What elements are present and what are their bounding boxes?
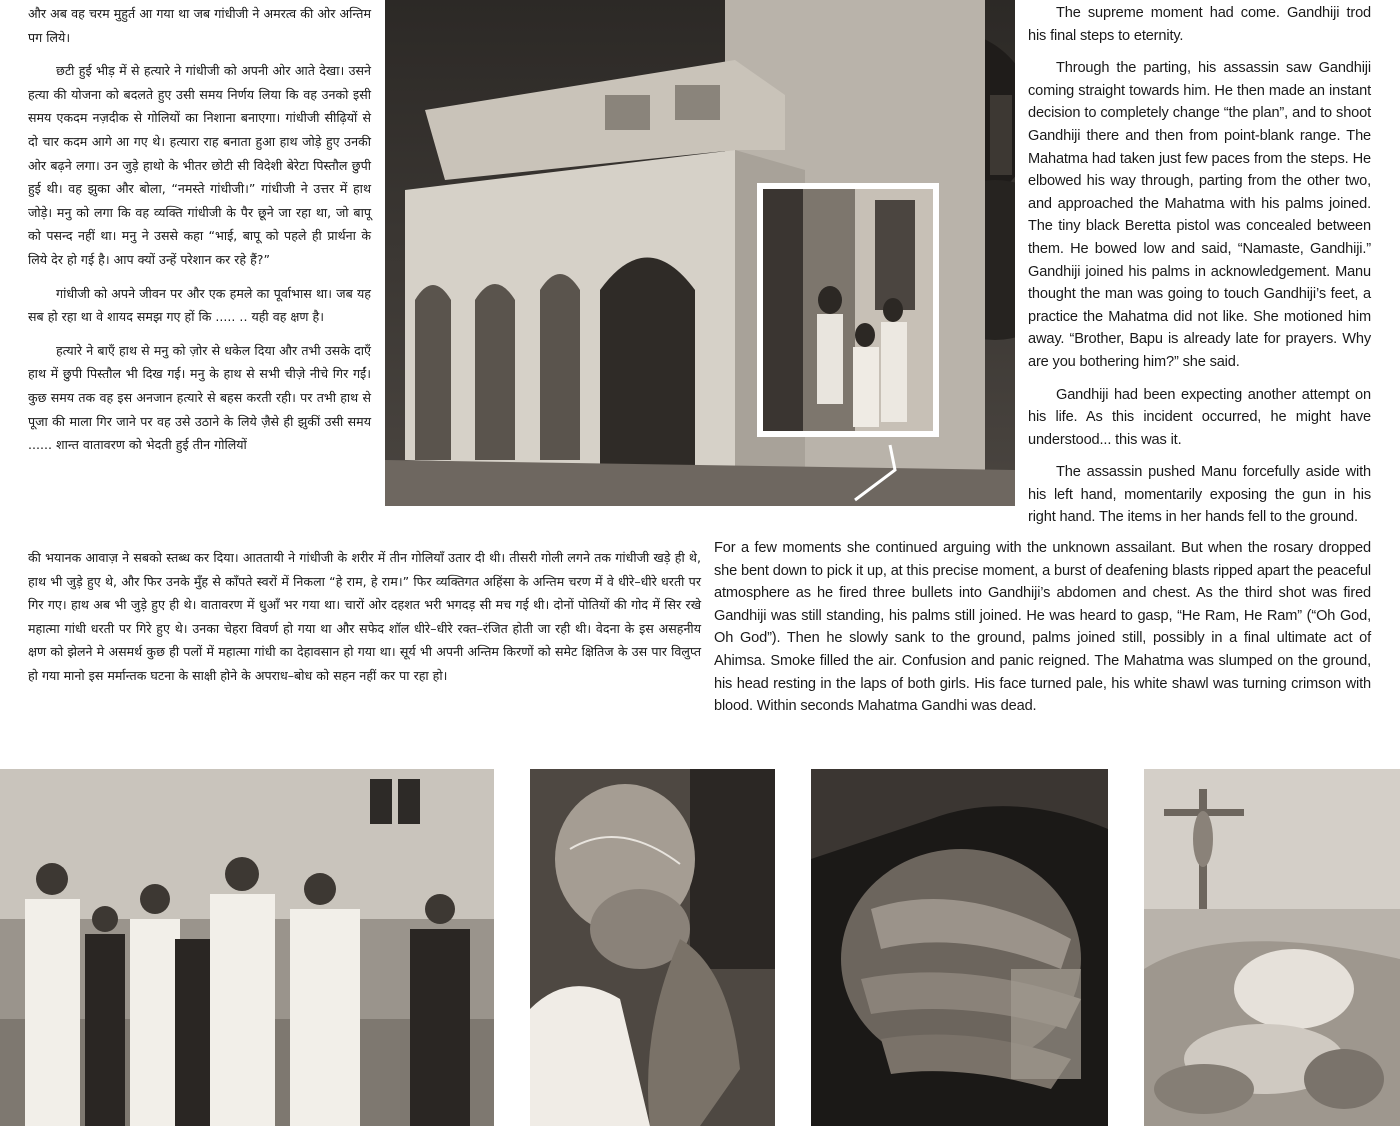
hindi-paragraph-4: हत्यारे ने बाएँ हाथ से मनु को ज़ोर से धकेल दिया और तभी उसके दाएँ हाथ में छुपी पिस्तौल भी दिख गई। मनु के हाथ से सभी चीज़े नीचे गिर गईं। कुछ समय तक वह इस अनजान हत्यारे से बहस करती रही। पर तभी हाथ से पूजा की माला गिर जाने पर वह उसे उठाने के लिये ज़ैसे ही झुकीं उसी समय ...... शान्त वातावरण को भेदती हुई तीन गोलियों <box>28 342 371 453</box>
english-paragraph-2: Through the parting, his assassin saw Gandhiji coming straight towards him. He then made an instant decision to completely change “the plan”, and to shoot Gandhiji there and then from point-blank range. The Mahatma had taken just few paces from the steps. He elbowed his way through, parting from the other two, and approached the Mahatma with his palms joined. The tiny black Beretta pistol was concealed between them. He bowed low and said, “Namaste, Gandhiji.” Gandhiji joined his palms in acknowledgement. Manu thought the man was going to touch Gandhiji’s feet, a practice the Mahatma did not like. She motioned him away. “Brother, Bapu is already late for prayers. Why are you bothering him?” she said. <box>1028 60 1371 370</box>
hindi-paragraph-2: छटी हुई भीड़ में से हत्यारे ने गांधीजी को अपनी ओर आते देखा। उसने हत्या की योजना को बदलते हुए उसी समय निर्णय लिया कि वह उनको इसी समय एकदम नज़दीक से गोलियों का निशाना बनाएगा। गांधीजी सीढ़ियों से दो चार कदम आगे आ गए थे। हत्यारा राह बनाता हुआ हाथ जोड़े हुए उनकी ओर बढ़ने लगा। उन जुड़े हाथो के भीतर छोटी सी विदेशी बेरेटा पिस्तौल छुपी हुई थी। वह झुका और बोला, “नमस्ते गांधीजी।” गांधीजी ने उत्तर में हाथ जोड़े। मनु को लगा कि वह व्यक्ति गांधीजी के पैर छूने जा रहा था, जो बापू को पसन्द नहीं था। मनु ने उससे कहा “भाई, बापू को पहले ही प्रार्थना के लिये देर हो गई है। आप क्यों उन्हें परेशान कर रहे हैं?” <box>28 63 371 267</box>
painting-image-icon <box>1144 769 1400 1126</box>
hindi-paragraph-3: गांधीजी को अपने जीवन पर और एक हमले का पूर्वाभास था। जब यह सब हो रहा था वे शायद समझ गए हों कि ..... .. यही वह क्षण है। <box>28 285 371 325</box>
building-photo <box>385 0 1015 506</box>
english-paragraph-3: Gandhiji had been expecting another attempt on his life. As this incident occurred, he might have understood... this was it. <box>1028 386 1371 448</box>
english-column <box>1028 2 1371 539</box>
building-image-icon <box>385 0 1015 506</box>
group-image-icon <box>0 769 494 1126</box>
english-paragraph-5: For a few moments she continued arguing with the unknown assailant. But when the rosary dropped she bent down to pick it up, at this precise moment, a burst of deafening blasts ripped apart the peaceful atmosphere as he fired three bullets into Gandhiji’s abdomen and chest. As the third shot was fired Gandhiji was still standing, his palms still joined. He was heard to gasp, “He Ram, He Ram” (“Oh God, Oh God”). Then he slowly sank to the ground, palms joined still, possibly in a final ultimate act of Ahimsa. Smoke filled the air. Confusion and panic reigned. The Mahatma was slumped on the ground, his head resting in the laps of both girls. His face turned pale, his white shawl was turning crimson with blood. Within seconds Mahatma Gandhi was dead. <box>714 540 1371 715</box>
hindi-column <box>28 2 371 467</box>
hands-photo <box>811 769 1108 1126</box>
group-walk-photo <box>0 769 494 1126</box>
hands-image-icon <box>811 769 1108 1126</box>
hindi-paragraph-1: और अब वह चरम मुहुर्त आ गया था जब गांधीजी ने अमरत्व की ओर अन्तिम पग लिये। <box>28 6 371 45</box>
english-paragraph-1: The supreme moment had come. Gandhiji trod his final steps to eternity. <box>1028 5 1371 44</box>
english-paragraph-4: The assassin pushed Manu forcefully aside with his left hand, momentarily exposing the gun in his right hand. The items in her hands fell to the ground. <box>1028 464 1371 526</box>
portrait-image-icon <box>530 769 775 1126</box>
namaste-photo <box>530 769 775 1126</box>
painting-photo <box>1144 769 1400 1126</box>
english-continuation <box>714 537 1371 728</box>
hindi-paragraph-5: की भयानक आवाज़ ने सबको स्तब्ध कर दिया। आततायी ने गांधीजी के शरीर में तीन गोलियाँ उतार दी थी। तीसरी गोली लगने तक गांधीजी खड़े ही थे, हाथ भी जुड़े हुए थे, और फिर उनके मुँह से काँपते स्वरों में निकला “हे राम, हे राम।” फिर व्यक्तिगत अहिंसा के अन्तिम चरण में वे धीरे–धीरे धरती पर गिर गए। हाथ अब भी जुड़े हुए ही थे। वातावरण में धुआँ भर गया था। चारों ओर दहशत भरी भगदड़ सी मच गई थी। दोनों पोतियों की गोद में सिर रखे महात्मा गांधी धरती पर गिरे हुए थे। उनका चेहरा विवर्ण हो गया था और सफेद शॉल धीरे–धीरे रक्त–रंजित होती जा रही थी। वेदना के इस असहनीय क्षण को झेलने मे असमर्थ कुछ ही पलों में महात्मा गांधी का देहावसान हो गया था। सूर्य भी अपनी अन्तिम किरणों को समेट क्षितिज के उस पार विलुप्त हो गया मानो इस मर्मान्तक घटना के साक्षी होने के अपराध–बोध को सहन नहीं कर पा रहा हो। <box>28 550 701 683</box>
hindi-continuation <box>28 546 701 698</box>
